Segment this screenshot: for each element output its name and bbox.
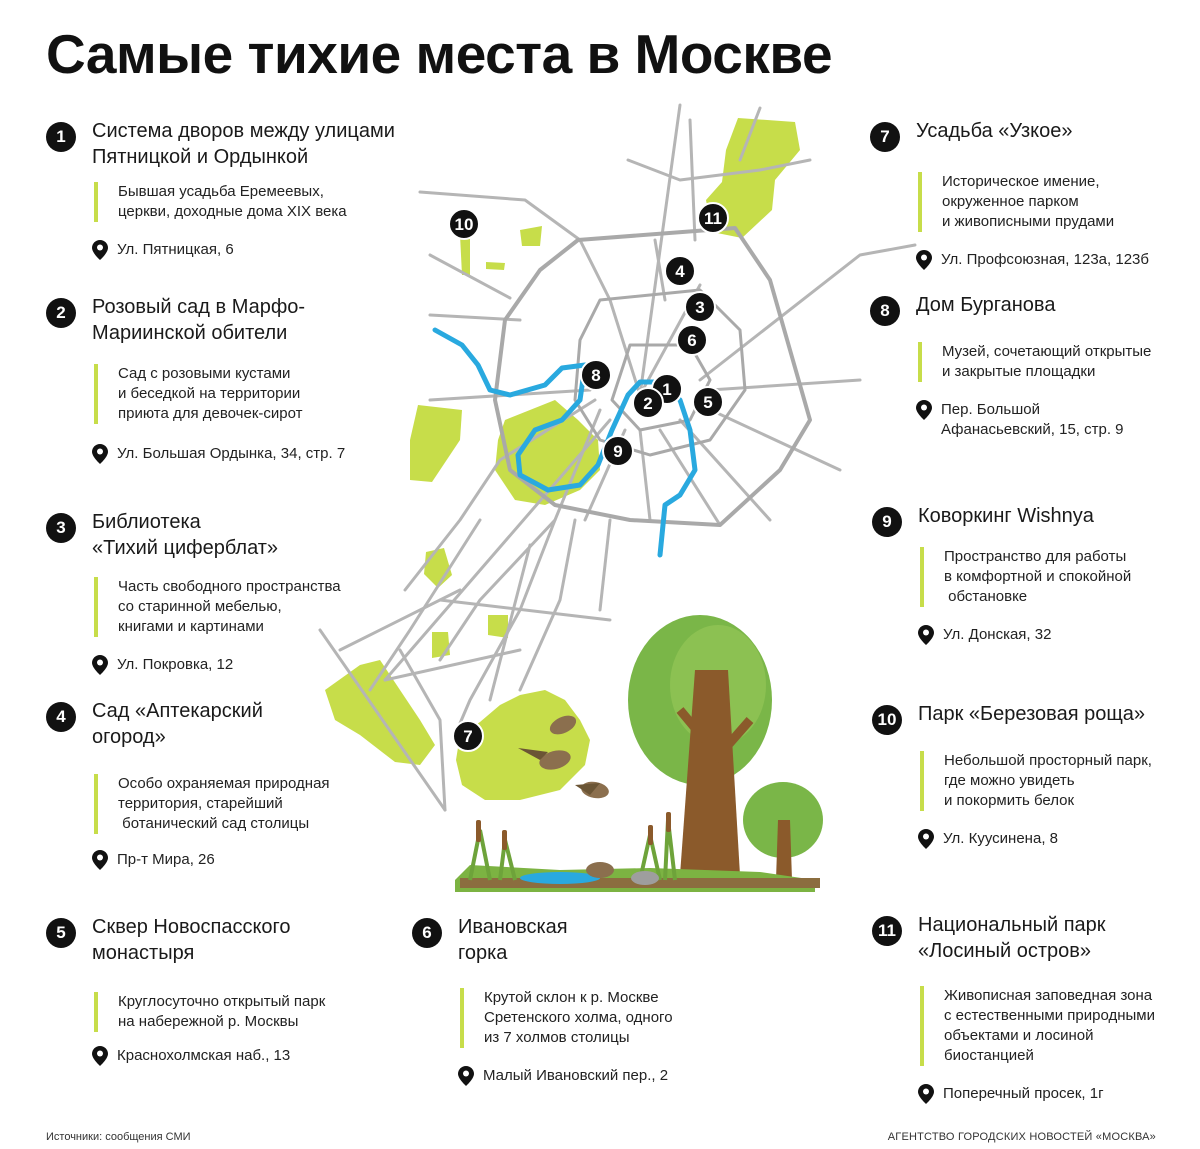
map-marker-label: 8 [591, 366, 601, 385]
place-name [92, 118, 395, 170]
place-address-line: Поперечный просек, 1г [943, 1085, 1104, 1102]
place-description-line: обстановке [944, 588, 1028, 605]
location-pin-icon [916, 400, 932, 420]
map-marker-8 [581, 360, 611, 390]
place-description-line: ботанический сад столицы [118, 815, 310, 832]
place-description-line: Живописная заповедная зона [944, 987, 1153, 1004]
place-name-line: горка [458, 942, 508, 964]
place-description [118, 577, 341, 637]
place-address [943, 1084, 1104, 1104]
place-address [943, 829, 1058, 849]
place-name [92, 509, 278, 561]
sources-note: Источники: сообщения СМИ [46, 1131, 191, 1143]
location-pin-icon [458, 1066, 474, 1086]
place-address [483, 1066, 668, 1086]
description-accent-bar [94, 364, 98, 424]
place-number-badge: 1 [46, 122, 76, 152]
place-number-badge: 2 [46, 298, 76, 328]
place-description-line: Сретенского холма, одного [484, 1009, 673, 1026]
map-marker-9 [603, 436, 633, 466]
place-description-line: и покормить белок [944, 792, 1075, 809]
place-description-line: Часть свободного пространства [118, 578, 341, 595]
description-accent-bar [94, 577, 98, 637]
place-description [942, 342, 1151, 382]
place-description-line: Историческое имение, [942, 173, 1100, 190]
place-address-line: Пер. Большой [941, 401, 1040, 418]
place-number-badge: 8 [870, 296, 900, 326]
place-number-badge: 9 [872, 507, 902, 537]
place-name [918, 912, 1106, 964]
place-description-line: и живописными прудами [942, 213, 1115, 230]
place-address [117, 850, 215, 870]
place-number-badge: 6 [412, 918, 442, 948]
location-pin-icon [92, 850, 108, 870]
place-description-line: территория, старейший [118, 795, 283, 812]
place-address-line: Ул. Донская, 32 [943, 626, 1052, 643]
place-description-line: на набережной р. Москвы [118, 1013, 299, 1030]
place-name [92, 914, 291, 966]
place-name [918, 503, 1094, 529]
location-pin-icon [92, 655, 108, 675]
place-description-line: где можно увидеть [944, 772, 1075, 789]
place-description-line: Бывшая усадьба Еремеевых, [118, 183, 324, 200]
place-description [942, 172, 1114, 232]
map-marker-2 [633, 388, 663, 418]
place-description-line: Небольшой просторный парк, [944, 752, 1152, 769]
place-description-line: Пространство для работы [944, 548, 1127, 565]
place-description-line: Круглосуточно открытый парк [118, 993, 326, 1010]
description-accent-bar [94, 774, 98, 834]
place-description [944, 751, 1152, 811]
location-pin-icon [918, 829, 934, 849]
location-pin-icon [92, 1046, 108, 1066]
location-pin-icon [918, 625, 934, 645]
place-description-line: объектами и лосиной [944, 1027, 1094, 1044]
map-marker-label: 9 [613, 442, 623, 461]
place-address-line: Малый Ивановский пер., 2 [483, 1067, 669, 1084]
place-address-line: Ул. Большая Ордынка, 34, стр. 7 [117, 445, 346, 462]
place-name-line: Сад «Аптекарский [92, 700, 263, 722]
place-name-line: Парк «Березовая роща» [918, 703, 1146, 725]
description-accent-bar [920, 986, 924, 1066]
place-description [484, 988, 673, 1048]
place-name-line: «Тихий циферблат» [92, 537, 279, 559]
description-accent-bar [94, 182, 98, 222]
place-number-badge: 5 [46, 918, 76, 948]
place-description-line: окруженное парком [942, 193, 1079, 210]
place-address [117, 1046, 290, 1066]
place-address-line: Ул. Пятницкая, 6 [117, 241, 234, 258]
map-marker-label: 4 [675, 262, 685, 281]
place-name [458, 914, 568, 966]
description-accent-bar [918, 342, 922, 382]
place-name-line: «Лосиный остров» [918, 940, 1091, 962]
place-address [117, 655, 233, 675]
map-marker-4 [665, 256, 695, 286]
map-marker-label: 6 [687, 331, 697, 350]
place-number-badge: 10 [872, 705, 902, 735]
place-description [118, 774, 330, 834]
map-marker-label: 2 [643, 394, 653, 413]
place-description-line: Особо охраняемая природная [118, 775, 330, 792]
place-number-badge: 11 [872, 916, 902, 946]
place-description-line: и закрытые площадки [942, 363, 1096, 380]
place-name-line: Коворкинг Wishnya [918, 505, 1094, 527]
place-name [916, 292, 1055, 318]
place-name-line: Усадьба «Узкое» [916, 120, 1073, 142]
place-name-line: Сквер Новоспасского [92, 916, 291, 938]
location-pin-icon [918, 1084, 934, 1104]
place-name-line: Библиотека [92, 511, 201, 533]
map-marker-label: 7 [463, 727, 473, 746]
place-description-line: Крутой склон к р. Москве [484, 989, 659, 1006]
place-name-line: Национальный парк [918, 914, 1106, 936]
place-address [941, 400, 1124, 440]
map-marker-11 [698, 203, 728, 233]
map-marker-label: 5 [703, 393, 713, 412]
place-description-line: из 7 холмов столицы [484, 1029, 630, 1046]
map-marker-10 [449, 209, 479, 239]
place-name-line: Розовый сад в Марфо- [92, 296, 306, 318]
place-name-line: Мариинской обители [92, 322, 288, 344]
place-description-line: Сад с розовыми кустами [118, 365, 291, 382]
place-description-line: с естественными природными [944, 1007, 1155, 1024]
place-name-line: Ивановская [458, 916, 568, 938]
place-address [117, 240, 234, 260]
place-description-line: приюта для девочек-сирот [118, 405, 303, 422]
agency-credit: АГЕНТСТВО ГОРОДСКИХ НОВОСТЕЙ «МОСКВА» [887, 1131, 1156, 1143]
place-description-line: книгами и картинами [118, 618, 264, 635]
place-description [944, 986, 1155, 1066]
place-description [118, 364, 303, 424]
place-address [943, 625, 1051, 645]
place-number-badge: 3 [46, 513, 76, 543]
location-pin-icon [916, 250, 932, 270]
place-description [118, 182, 347, 222]
description-accent-bar [920, 547, 924, 607]
place-address-line: Ул. Покровка, 12 [117, 656, 234, 673]
map-marker-label: 10 [454, 215, 474, 234]
page-title: Самые тихие места в Москве [46, 23, 833, 85]
place-description-line: со старинной мебелью, [118, 598, 282, 615]
location-pin-icon [92, 444, 108, 464]
description-accent-bar [460, 988, 464, 1048]
place-description-line: Музей, сочетающий открытые [942, 343, 1152, 360]
description-accent-bar [94, 992, 98, 1032]
place-description-line: церкви, доходные дома XIX века [118, 203, 347, 220]
location-pin-icon [92, 240, 108, 260]
place-address-line: Пр-т Мира, 26 [117, 851, 215, 868]
place-number-badge: 4 [46, 702, 76, 732]
map-marker-label: 3 [695, 298, 705, 317]
place-name [916, 118, 1072, 144]
place-description-line: биостанцией [944, 1047, 1034, 1064]
place-number-badge: 7 [870, 122, 900, 152]
place-name [918, 701, 1145, 727]
place-address [941, 250, 1149, 270]
place-name-line: монастыря [92, 942, 195, 964]
place-name [92, 294, 305, 346]
place-address-line: Краснохолмская наб., 13 [117, 1047, 291, 1064]
place-name-line: Дом Бурганова [916, 294, 1056, 316]
map-marker-label: 11 [704, 209, 722, 228]
place-address-line: Ул. Профсоюзная, 123а, 123б [941, 251, 1149, 268]
description-accent-bar [918, 172, 922, 232]
place-name-line: Система дворов между улицами [92, 120, 395, 142]
place-address [117, 444, 345, 464]
description-accent-bar [920, 751, 924, 811]
map-marker-3 [685, 292, 715, 322]
place-description [944, 547, 1131, 607]
map-marker-label: 1 [662, 380, 672, 399]
map-marker-6 [677, 325, 707, 355]
place-description-line: и беседкой на территории [118, 385, 301, 402]
place-address-line: Афанасьевский, 15, стр. 9 [941, 421, 1124, 438]
map-marker-5 [693, 387, 723, 417]
place-description-line: в комфортной и спокойной [944, 568, 1132, 585]
map-marker-7 [453, 721, 483, 751]
place-name-line: огород» [92, 726, 166, 748]
place-address-line: Ул. Куусинена, 8 [943, 830, 1058, 847]
place-name-line: Пятницкой и Ордынкой [92, 146, 309, 168]
place-name [92, 698, 263, 750]
place-description [118, 992, 325, 1032]
